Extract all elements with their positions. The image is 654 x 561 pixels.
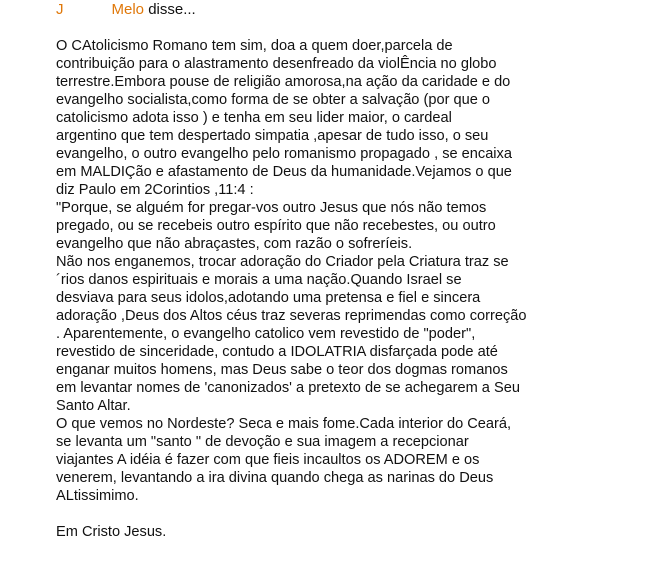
comment-line: contribuição para o alastramento desenfreado da violÊncia no globo <box>56 56 497 72</box>
comment-line: se levanta um "santo " de devoção e sua imagem a recepcionar <box>56 434 469 450</box>
author-last-name[interactable]: Melo <box>111 1 145 18</box>
comment-line: O que vemos no Nordeste? Seca e mais fome.Cada interior do Ceará, <box>56 416 512 432</box>
comment-line: evangelho socialista,como forma de se obter a salvação (por que o <box>56 92 491 108</box>
blank-line <box>56 505 654 523</box>
comment-line: argentino que tem despertado simpatia ,apesar de tudo isso, o seu <box>56 128 489 144</box>
comment-line: venerem, levantando a ira divina quando chega as narinas do Deus <box>56 470 494 486</box>
comment-post <box>56 0 654 541</box>
said-label: disse... <box>148 1 196 18</box>
comment-line: em MALDIÇão e afastamento de Deus da humanidade.Vejamos o que <box>56 164 512 180</box>
comment-line: pregado, ou se recebeis outro espírito que não recebestes, ou outro <box>56 218 496 234</box>
comment-line: viajantes A idéia é fazer com que fieis incaultos os ADOREM e os <box>56 452 480 468</box>
comment-line: O CAtolicismo Romano tem sim, doa a quem doer,parcela de <box>56 38 453 54</box>
comment-body <box>56 37 654 541</box>
comment-line: Não nos enganemos, trocar adoração do Criador pela Criatura traz se <box>56 254 509 270</box>
comment-line: enganar muitos homens, mas Deus sabe o teor dos dogmas romanos <box>56 362 508 378</box>
comment-line: em levantar nomes de 'canonizados' a pretexto de se achegarem a Seu <box>56 380 520 396</box>
closing-line: Em Cristo Jesus. <box>56 524 167 540</box>
comment-line: diz Paulo em 2Corintios ,11:4 : <box>56 182 254 198</box>
comment-line: catolicismo adota isso ) e tenha em seu lider maior, o cardeal <box>56 110 452 126</box>
comment-line: desviava para seus idolos,adotando uma pretensa e fiel e sincera <box>56 290 481 306</box>
comment-header <box>56 1 654 19</box>
comment-line: revestido de sinceridade, contudo a IDOLATRIA disfarçada pode até <box>56 344 498 360</box>
comment-line: evangelho que não abraçastes, com razão o sofreríeis. <box>56 236 413 252</box>
comment-line: ALtissimimo. <box>56 488 139 504</box>
comment-line: ´rios danos espirituais e morais a uma nação.Quando Israel se <box>56 272 462 288</box>
comment-line: adoração ,Deus dos Altos céus traz severas reprimendas como correção <box>56 308 527 324</box>
author-first-name[interactable]: J <box>56 1 64 18</box>
comment-line: . Aparentemente, o evangelho catolico vem revestido de "poder", <box>56 326 476 342</box>
comment-line: Santo Altar. <box>56 398 131 414</box>
comment-line: evangelho, o outro evangelho pelo romanismo propagado , se encaixa <box>56 146 512 162</box>
comment-line: terrestre.Embora pouse de religião amorosa,na ação da caridade e do <box>56 74 511 90</box>
comment-line: "Porque, se alguém for pregar-vos outro Jesus que nós não temos <box>56 200 487 216</box>
